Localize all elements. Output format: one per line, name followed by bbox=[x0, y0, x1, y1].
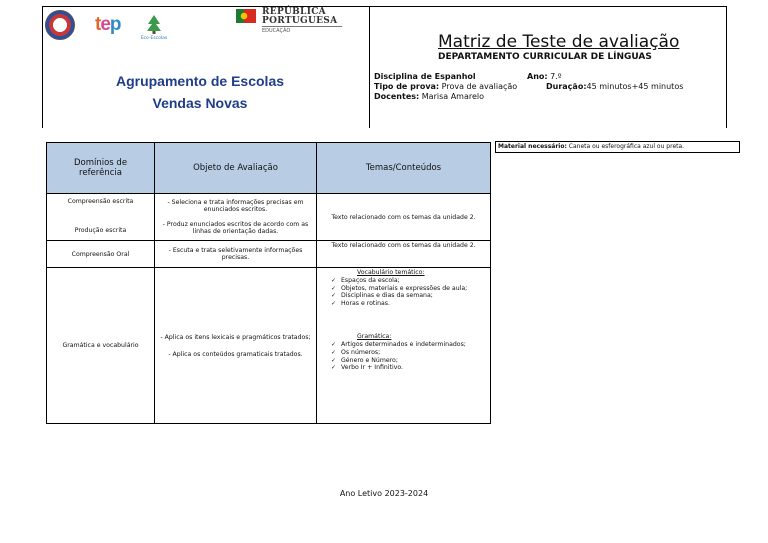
teachers-info: Docentes: Marisa Amarelo bbox=[374, 92, 485, 101]
header-left-border bbox=[42, 6, 43, 128]
theme-oral: Texto relacionado com os temas da unidade 2. bbox=[317, 241, 491, 268]
theme-grammar bbox=[317, 268, 491, 424]
object-grammar: - Aplica os itens lexicais e pragmáticos tratados; - Aplica os conteúdos gramaticais tratados. bbox=[155, 268, 317, 424]
vocab-title: Vocabulário temático: bbox=[357, 269, 425, 276]
department-label: DEPARTAMENTO CURRICULAR DE LÍNGUAS bbox=[438, 52, 652, 62]
evaluation-matrix-table bbox=[46, 142, 491, 424]
school-year-footer: Ano Letivo 2023-2024 bbox=[339, 489, 429, 498]
object-oral: - Escuta e trata seletivamente informações precisas. bbox=[155, 241, 317, 268]
header-themes: Temas/Conteúdos bbox=[317, 143, 491, 194]
page-title: Matriz de Teste de avaliação bbox=[438, 32, 680, 52]
list-item: ✓ Os números; bbox=[331, 349, 488, 357]
school-seal-icon bbox=[45, 10, 75, 40]
eco-escolas-logo bbox=[140, 12, 168, 40]
tep-logo: tep bbox=[95, 14, 121, 35]
grammar-list bbox=[319, 341, 488, 371]
test-type-info: Tipo de prova: Prova de avaliação bbox=[374, 82, 518, 91]
header-objects: Objeto de Avaliação bbox=[155, 143, 317, 194]
domain-grammar: Gramática e vocabulário bbox=[47, 268, 155, 424]
duration-info: Duração:45 minutos+45 minutos bbox=[546, 82, 684, 91]
list-item: ✓ Disciplinas e dias da semana; bbox=[331, 292, 488, 300]
grammar-title: Gramática: bbox=[357, 333, 392, 341]
header-domains: Domínios de referência bbox=[47, 143, 155, 194]
vocab-list bbox=[319, 277, 488, 307]
header-top-border bbox=[42, 6, 727, 7]
domain-oral: Compreensão Oral bbox=[47, 241, 155, 268]
year-info: Ano: 7.º bbox=[527, 72, 562, 81]
domain-written: Compreensão escrita Produção escrita bbox=[47, 194, 155, 241]
theme-written: Texto relacionado com os temas da unidade 2. bbox=[317, 194, 491, 241]
header-right-border bbox=[726, 6, 727, 128]
list-item: ✓ Objetos, materiais e expressões de aula; bbox=[331, 285, 488, 293]
school-name-line2: Vendas Novas bbox=[152, 95, 248, 111]
school-name-line1: Agrupamento de Escolas bbox=[115, 73, 285, 89]
material-box: Material necessário: Caneta ou esferográfica azul ou preta. bbox=[495, 141, 740, 153]
portugal-flag-icon bbox=[236, 9, 256, 23]
republic-underline bbox=[262, 26, 342, 27]
header-divider bbox=[369, 6, 370, 128]
list-item: ✓ Horas e rotinas. bbox=[331, 300, 488, 308]
republic-sub-label: EDUCAÇÃO bbox=[262, 28, 291, 34]
discipline-info: Disciplina de Espanhol bbox=[374, 72, 476, 81]
eco-escolas-label: Eco-Escolas bbox=[140, 36, 168, 40]
object-written: - Seleciona e trata informações precisas em enunciados escritos. - Produz enunciados escritos de acordo com as linhas de orientação dadas. bbox=[155, 194, 317, 241]
list-item: ✓ Espaços da escola; bbox=[331, 277, 488, 285]
list-item: ✓ Verbo Ir + Infinitivo. bbox=[331, 364, 488, 372]
republic-logo-text: REPÚBLICA PORTUGUESA bbox=[262, 7, 338, 26]
list-item: ✓ Género e Número; bbox=[331, 357, 488, 365]
list-item: ✓ Artigos determinados e indeterminados; bbox=[331, 341, 488, 349]
